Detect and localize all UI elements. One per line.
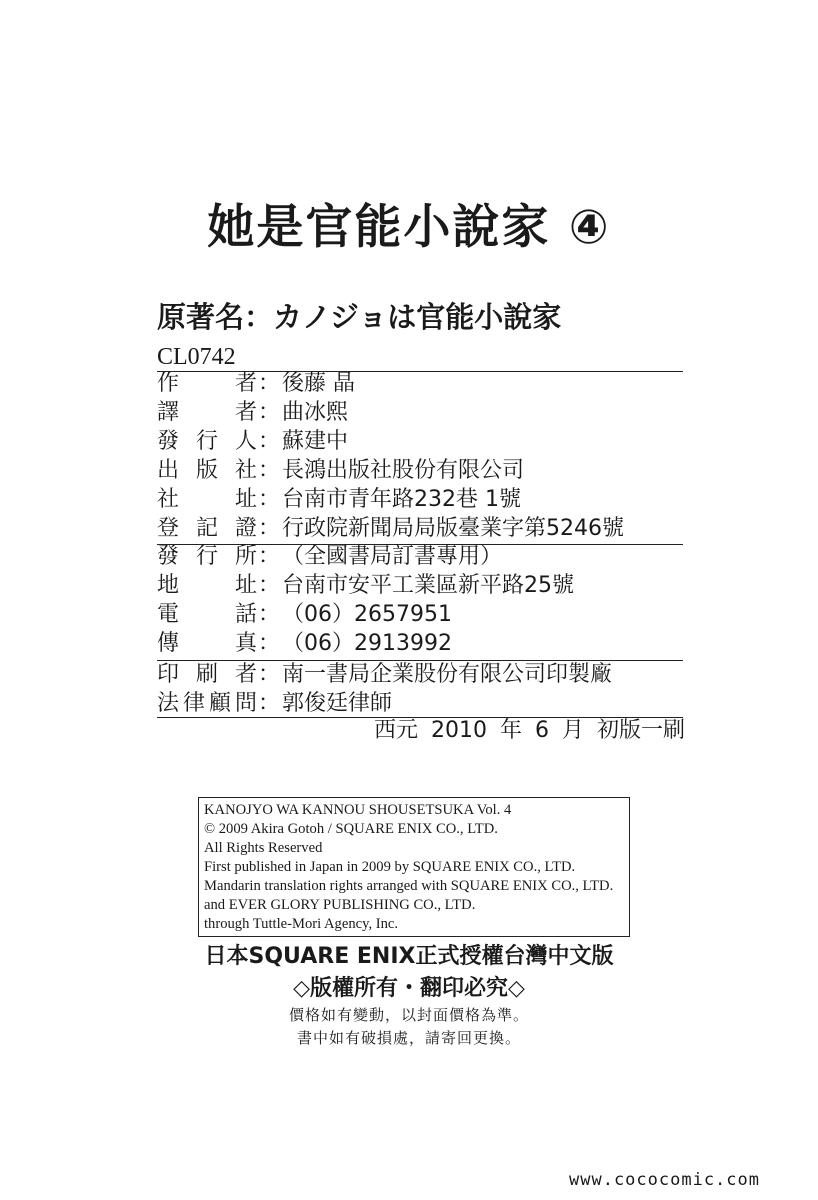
credit-label: 譯 者	[157, 400, 257, 425]
credit-colon: ：	[258, 429, 281, 454]
credit-value: （全國書局訂書專用）	[282, 544, 503, 569]
footer-url[interactable]: www.cococomic.com	[569, 1170, 760, 1190]
damage-notice: 書中如有破損處，請寄回更換。	[296, 1029, 521, 1047]
credit-colon: ：	[258, 544, 281, 569]
credit-label: 傳 真	[157, 631, 257, 656]
credit-row	[157, 485, 687, 515]
copyright-line: © 2009 Akira Gotoh / SQUARE ENIX CO., LTD.	[204, 821, 498, 837]
credit-label: 出 版 社	[157, 458, 257, 483]
copyright-line: KANOJYO WA KANNOU SHOUSETSUKA Vol. 4	[204, 802, 512, 818]
credit-colon: ：	[258, 487, 281, 512]
credit-row	[157, 369, 687, 399]
credit-label: 發 行 人	[157, 429, 257, 454]
credit-label: 印 刷 者	[157, 662, 257, 687]
rights-notice: ◇版權所有・翻印必究◇	[293, 976, 525, 1001]
credit-value: 後藤 晶	[282, 371, 355, 396]
credit-label: 作 者	[157, 371, 257, 396]
credit-row	[157, 456, 687, 486]
credit-label: 法 律 顧 問	[157, 691, 257, 716]
credit-label: 社 址	[157, 487, 257, 512]
credit-label: 電 話	[157, 602, 257, 627]
book-title: 她是官能小說家 ④	[207, 200, 611, 255]
credit-row	[157, 689, 687, 719]
credit-row	[157, 660, 687, 690]
authorization-statement: 日本SQUARE ENIX正式授權台灣中文版	[204, 944, 614, 969]
credit-value: 台南市青年路232巷 1號	[282, 487, 521, 512]
credit-colon: ：	[258, 573, 281, 598]
credit-colon: ：	[258, 691, 281, 716]
original-title: 原著名：カノジョは官能小說家	[157, 300, 562, 334]
credit-row	[157, 398, 687, 428]
copyright-line: Mandarin translation rights arranged with SQUARE ENIX CO., LTD.	[204, 878, 614, 894]
credit-row	[157, 571, 687, 601]
copyright-line: through Tuttle-Mori Agency, Inc.	[204, 916, 399, 932]
copyright-line: and EVER GLORY PUBLISHING CO., LTD.	[204, 897, 476, 913]
credit-colon: ：	[258, 631, 281, 656]
credit-value: 郭俊廷律師	[282, 691, 393, 716]
credit-colon: ：	[258, 602, 281, 627]
credit-label: 地 址	[157, 573, 257, 598]
credit-row	[157, 542, 687, 572]
copyright-box	[198, 797, 630, 937]
credit-value: 曲冰熙	[282, 400, 349, 425]
credit-value: 南一書局企業股份有限公司印製廠	[282, 662, 613, 687]
credit-value: 蘇建中	[282, 429, 349, 454]
credit-row	[157, 514, 687, 544]
credit-value: （06）2913992	[282, 631, 452, 656]
copyright-line: First published in Japan in 2009 by SQUARE ENIX CO., LTD.	[204, 859, 576, 875]
copyright-line: All Rights Reserved	[204, 840, 323, 856]
price-notice: 價格如有變動，以封面價格為準。	[288, 1006, 529, 1024]
catalog-code: CL0742	[157, 344, 236, 370]
credit-value: 台南市安平工業區新平路25號	[282, 573, 574, 598]
credit-colon: ：	[258, 516, 281, 541]
credit-value: （06）2657951	[282, 602, 452, 627]
publication-date: 西元 2010 年 6 月 初版一刷	[374, 718, 685, 743]
credit-value: 長鴻出版社股份有限公司	[282, 458, 525, 483]
credit-row	[157, 600, 687, 630]
credit-colon: ：	[258, 458, 281, 483]
credit-row	[157, 629, 687, 659]
credit-row	[157, 427, 687, 457]
credit-colon: ：	[258, 662, 281, 687]
credit-value: 行政院新聞局局版臺業字第5246號	[282, 516, 624, 541]
credit-colon: ：	[258, 371, 281, 396]
credit-colon: ：	[258, 400, 281, 425]
credit-label: 登 記 證	[157, 516, 257, 541]
credit-label: 發 行 所	[157, 544, 257, 569]
